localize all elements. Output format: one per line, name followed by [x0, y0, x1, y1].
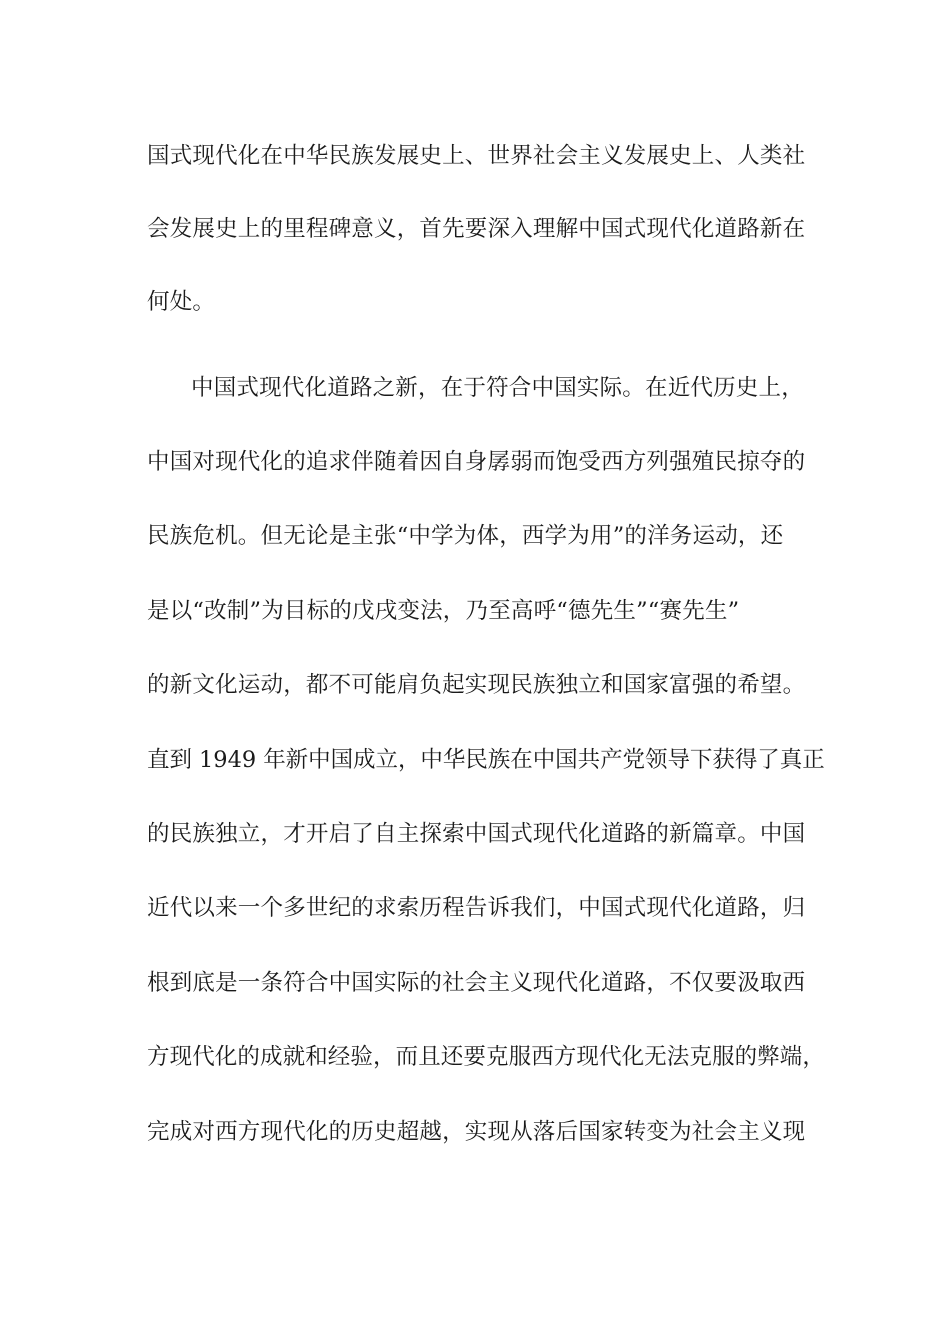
text-line: 完成对西方现代化的历史超越，实现从落后国家转变为社会主义现 — [147, 1119, 806, 1145]
text-line: 直到 1949 年新中国成立，中华民族在中国共产党领导下获得了真正 — [147, 747, 825, 773]
text-line: 近代以来一个多世纪的求索历程告诉我们，中国式现代化道路，归 — [147, 895, 806, 921]
text-line: 的民族独立，才开启了自主探索中国式现代化道路的新篇章。中国 — [147, 821, 806, 847]
text-line: 民族危机。但无论是主张“中学为体，西学为用”的洋务运动，还 — [147, 523, 784, 549]
text-line: 的新文化运动，都不可能肩负起实现民族独立和国家富强的希望。 — [147, 672, 806, 698]
text-line: 中国式现代化道路之新，在于符合中国实际。在近代历史上， — [191, 375, 804, 401]
text-line: 方现代化的成就和经验，而且还要克服西方现代化无法克服的弊端， — [147, 1044, 826, 1070]
text-line: 根到底是一条符合中国实际的社会主义现代化道路，不仅要汲取西 — [147, 970, 806, 996]
text-line: 会发展史上的里程碑意义，首先要深入理解中国式现代化道路新在 — [147, 216, 806, 242]
text-line: 中国对现代化的追求伴随着因自身孱弱而饱受西方列强殖民掠夺的 — [147, 449, 806, 475]
text-line: 何处。 — [147, 289, 216, 315]
text-line: 国式现代化在中华民族发展史上、世界社会主义发展史上、人类社 — [147, 143, 806, 169]
text-line: 是以“改制”为目标的戊戌变法，乃至高呼“德先生”“赛先生” — [147, 598, 740, 624]
